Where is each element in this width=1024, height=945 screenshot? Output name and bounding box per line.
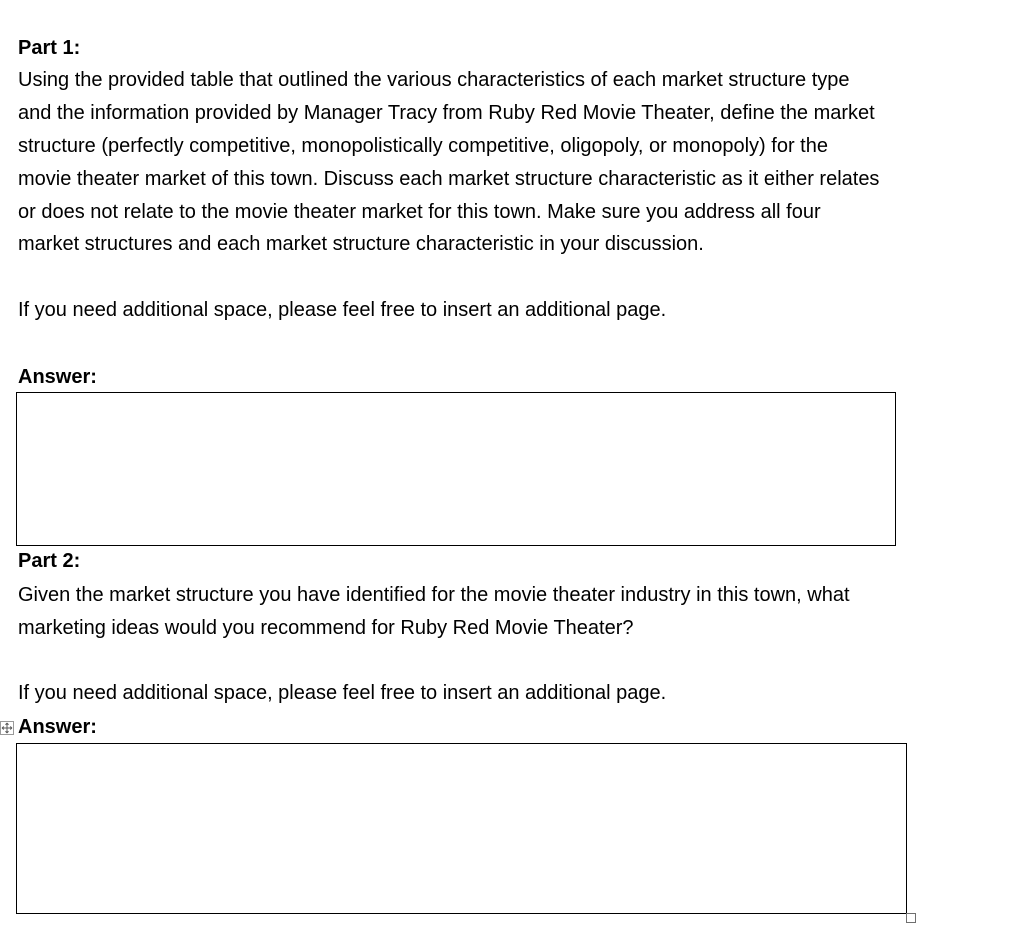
part1-heading: Part 1: (18, 37, 81, 59)
part1-text-line-6: market structures and each market structure characteristic in your discussion. (18, 233, 704, 255)
resize-square-icon[interactable] (906, 913, 916, 923)
part1-text-line-5: or does not relate to the movie theater market for this town. Make sure you address all four (18, 201, 821, 223)
part2-answer-label: Answer: (18, 716, 97, 738)
part2-heading: Part 2: (18, 550, 81, 572)
part1-answer-label: Answer: (18, 366, 97, 388)
part2-additional-space-note: If you need additional space, please feel free to insert an additional page. (18, 682, 667, 704)
part1-text-line-3: structure (perfectly competitive, monopolistically competitive, oligopoly, or monopoly) for the (18, 135, 828, 157)
part1-text-line-4: movie theater market of this town. Discuss each market structure characteristic as it either relates (18, 168, 880, 190)
part2-text-line-1: Given the market structure you have identified for the movie theater industry in this town, what (18, 584, 850, 606)
part1-answer-box[interactable] (16, 392, 896, 546)
part1-additional-space-note: If you need additional space, please feel free to insert an additional page. (18, 299, 667, 321)
move-arrows-glyph (1, 722, 13, 734)
move-arrows-icon[interactable] (0, 721, 14, 735)
part2-text-line-2: marketing ideas would you recommend for Ruby Red Movie Theater? (18, 617, 634, 639)
part2-answer-box[interactable] (16, 743, 907, 914)
part1-text-line-1: Using the provided table that outlined the various characteristics of each market structure type (18, 69, 850, 91)
part1-text-line-2: and the information provided by Manager Tracy from Ruby Red Movie Theater, define the market (18, 102, 875, 124)
